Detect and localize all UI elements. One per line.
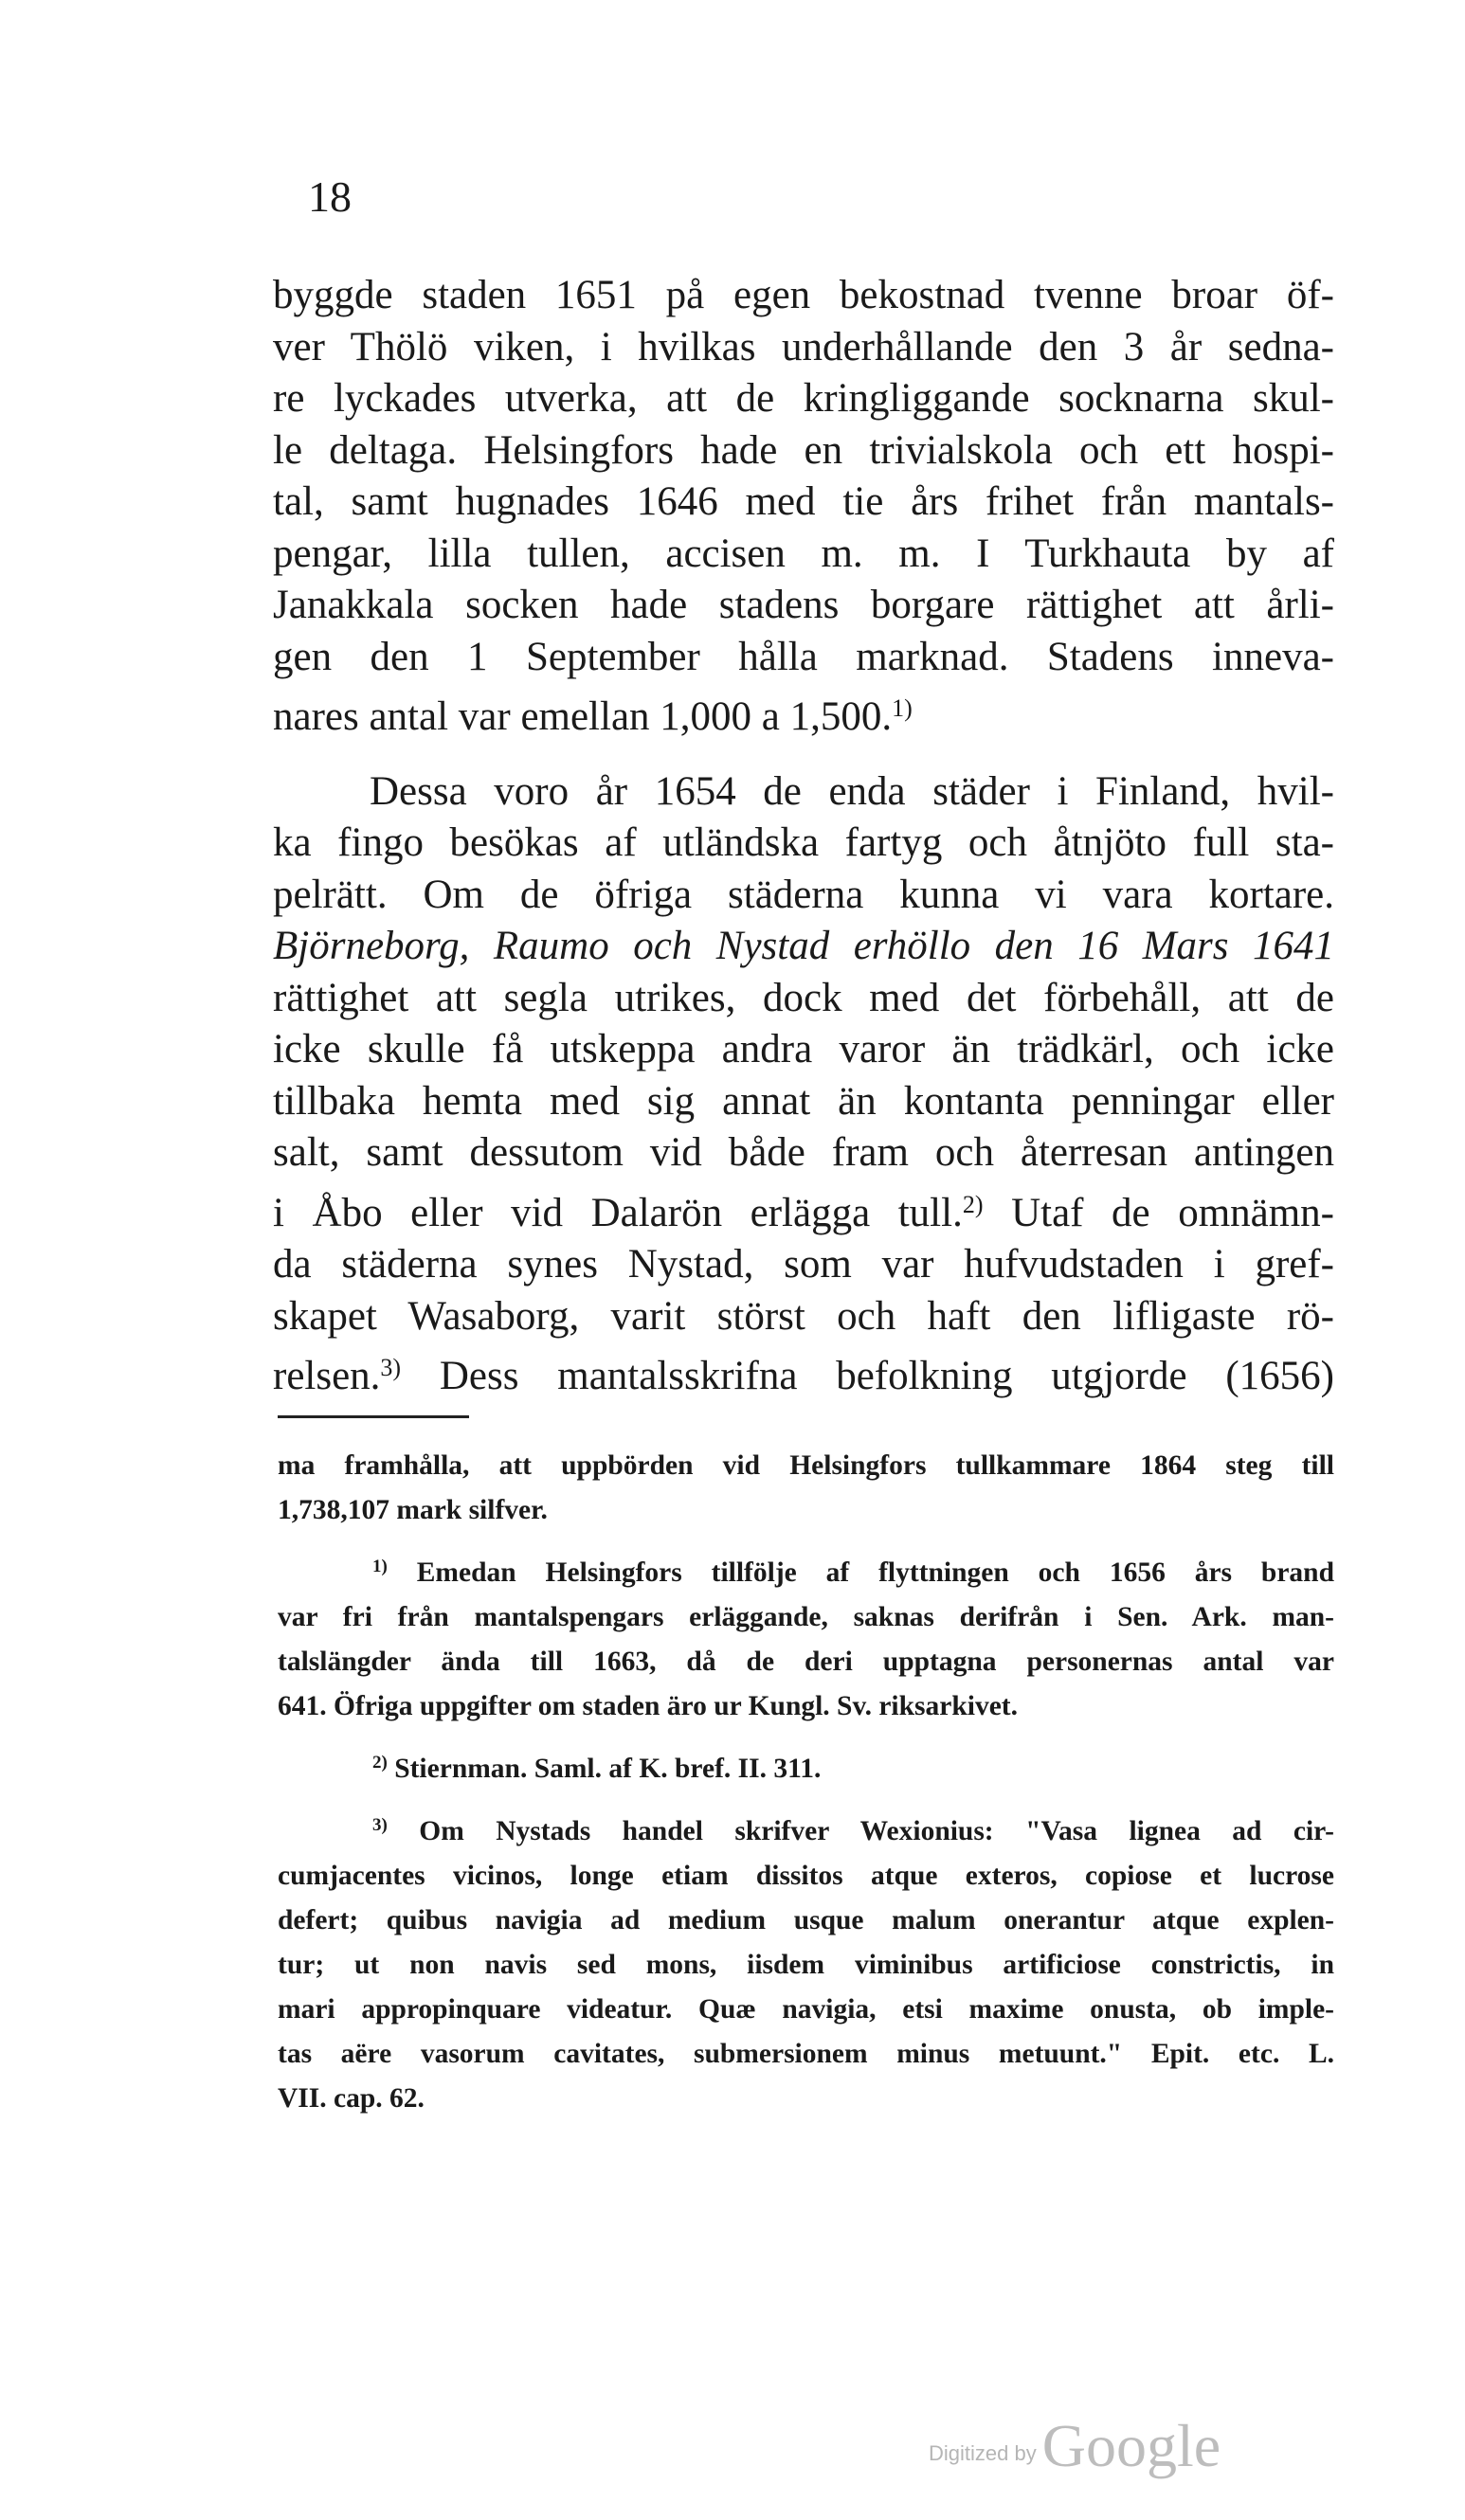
- body-line: le deltaga. Helsingfors hade en trivialskola och ett hospi-: [273, 427, 1334, 473]
- body-line: ver Thölö viken, i hvilkas underhållande den 3 år sedna-: [273, 324, 1334, 369]
- body-text: [273, 270, 1334, 1403]
- body-line: [273, 683, 1334, 744]
- body-line: rättighet att segla utrikes, dock med det förbehåll, att de: [273, 975, 1334, 1020]
- footnote-text: Stiernman. Saml. af K. bref. II. 311.: [387, 1754, 822, 1784]
- body-line: da städerna synes Nystad, som var hufvudstaden i gref-: [273, 1242, 1334, 1287]
- body-line-text: Utaf de omnämn-: [983, 1190, 1335, 1235]
- body-line: [273, 1342, 1334, 1403]
- footnote-marker: 2): [372, 1753, 388, 1773]
- footnote-ref: 1): [892, 694, 913, 722]
- google-logo: Google: [1041, 2412, 1221, 2479]
- body-line-text: nares antal var emellan 1,000 a 1,500.: [273, 694, 893, 739]
- footnote-line: 641. Öfriga uppgifter om staden äro ur Kungl. Sv. riksarkivet.: [278, 1691, 1018, 1721]
- footnote-ref: 3): [380, 1354, 402, 1381]
- body-line: [273, 1179, 1334, 1240]
- body-line: byggde staden 1651 på egen bekostnad tvenne broar öf-: [273, 273, 1334, 317]
- footnote-line: var fri från mantalspengars erläggande, saknas derifrån i Sen. Ark. man-: [278, 1602, 1334, 1632]
- body-line-text: Dess mantalsskrifna befolkning utgjorde (1656): [401, 1354, 1334, 1398]
- footnote-gap: [278, 1729, 1334, 1740]
- body-line: skapet Wasaborg, varit störst och haft den lifligaste rö-: [273, 1293, 1334, 1339]
- footnote-gap: [278, 1791, 1334, 1803]
- body-line: tal, samt hugnades 1646 med tie års frihet från mantals-: [273, 479, 1334, 524]
- footnote-ref: 2): [962, 1190, 984, 1218]
- footnote-divider: [278, 1415, 469, 1418]
- footnote-text: Om Nystads handel skrifver Wexionius: "Vasa lignea ad cir-: [387, 1816, 1334, 1846]
- footnote-text: Emedan Helsingfors tillfölje af flyttningen och 1656 års brand: [387, 1557, 1334, 1588]
- body-line-text: relsen.: [273, 1354, 381, 1398]
- body-line: salt, samt dessutom vid både fram och återresan antingen: [273, 1130, 1334, 1175]
- footnote-line: VII. cap. 62.: [278, 2083, 425, 2114]
- footnote-marker: 1): [372, 1557, 388, 1576]
- body-line: Björneborg, Raumo och Nystad erhöllo den 16 Mars 1641: [273, 924, 1334, 968]
- body-line: Dessa voro år 1654 de enda städer i Finland, hvil-: [370, 768, 1334, 814]
- footnote-line: mari appropinquare videatur. Quæ navigia, etsi maxime onusta, ob imple-: [278, 1994, 1334, 2025]
- footnote-marker: 3): [372, 1815, 388, 1835]
- footnote-line: defert; quibus navigia ad medium usque malum onerantur atque explen-: [278, 1905, 1334, 1935]
- digitized-label: Digitized by: [929, 2441, 1037, 2465]
- footnote-gap: [278, 1533, 1334, 1544]
- footnote-line: talslängder ända till 1663, då de deri upptagna personernas antal var: [278, 1647, 1334, 1677]
- body-line: pengar, lilla tullen, accisen m. m. I Turkhauta by af: [273, 531, 1334, 576]
- body-line: gen den 1 September hålla marknad. Stadens inneva-: [273, 634, 1334, 679]
- body-line-text: i Åbo eller vid Dalarön erlägga tull.: [273, 1190, 963, 1235]
- page-number: 18: [308, 172, 352, 221]
- body-line: re lyckades utverka, att de kringliggande socknarna skul-: [273, 376, 1334, 421]
- body-line: tillbaka hemta med sig annat än kontanta penningar eller: [273, 1078, 1334, 1124]
- body-line: Janakkala socken hade stadens borgare rättighet att årli-: [273, 583, 1334, 627]
- footnote-line: cumjacentes vicinos, longe etiam dissitos atque exteros, copiose et lucrose: [278, 1861, 1334, 1891]
- footnote-line: [278, 1803, 1334, 1854]
- footnote-line: [278, 1544, 1334, 1595]
- footnote-line: tur; ut non navis sed mons, iisdem viminibus artificiose constrictis, in: [278, 1950, 1334, 1980]
- footnote-line: ma framhålla, att uppbörden vid Helsingfors tullkammare 1864 steg till: [278, 1450, 1334, 1481]
- body-line: ka fingo besökas af utländska fartyg och åtnjöto full sta-: [273, 820, 1334, 865]
- paragraph-gap: [273, 744, 1334, 766]
- footnote-line: 1,738,107 mark silfver.: [278, 1495, 548, 1525]
- footnote-line: [278, 1740, 1334, 1791]
- digitized-by-watermark: [929, 2411, 1221, 2481]
- footnotes: [278, 1444, 1334, 2121]
- body-line: pelrätt. Om de öfriga städerna kunna vi vara kortare.: [273, 872, 1334, 917]
- body-line: icke skulle få utskeppa andra varor än trädkärl, och icke: [273, 1027, 1334, 1071]
- footnote-line: tas aëre vasorum cavitates, submersionem minus metuunt." Epit. etc. L.: [278, 2039, 1334, 2069]
